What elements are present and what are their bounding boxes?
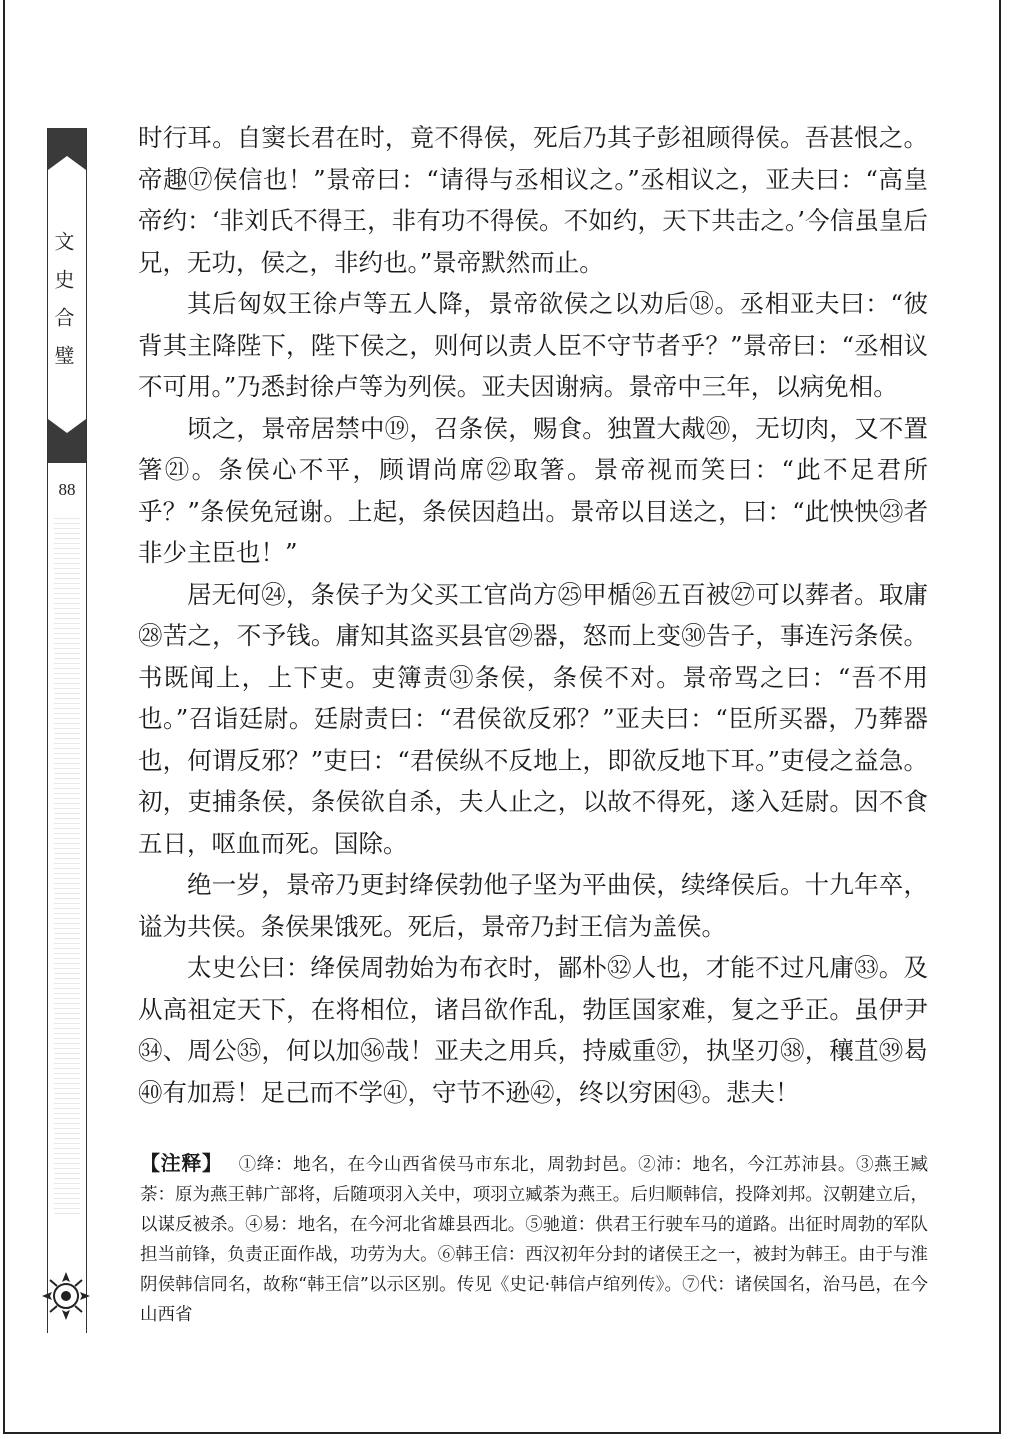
sidebar-middle-band (48, 433, 86, 463)
ornament-icon (38, 1268, 94, 1324)
paragraph-4: 居无何㉔，条侯子为父买工官尚方㉕甲楯㉖五百被㉗可以葬者。取庸㉘苦之，不予钱。庸知其盗买县官㉙器，怒而上变㉚告子，事连污条侯。书既闻上，上下吏。吏簿责㉛条侯，条侯不对。景帝骂之曰：“吾不用也。”召诣廷尉。廷尉责曰：“君侯欲反邪？”亚夫曰：“臣所买器，乃葬器也，何谓反邪？”吏曰：“君侯纵不反地上，即欲反地下耳。”吏侵之益急。初，吏捕条侯，条侯欲自杀，夫人止之，以故不得死，遂入廷尉。因不食五日，呕血而死。国除。 (138, 579, 928, 858)
notes-title: 【注释】 (140, 1151, 223, 1175)
paragraph-2: 其后匈奴王徐卢等五人降，景帝欲侯之以劝后⑱。丞相亚夫曰：“彼背其主降陛下，陛下侯之，则何以责人臣不守节者乎？”景帝曰：“丞相议不可用。”乃悉封徐卢等为列侯。亚夫因谢病。景帝中三年，以病免相。 (138, 289, 928, 401)
paragraph-1: 时行耳。自窦长君在时，竟不得侯，死后乃其子彭祖顾得侯。吾甚恨之。帝趣⑰侯信也！”景帝曰：“请得与丞相议之。”丞相议之，亚夫曰：“高皇帝约：‘非刘氏不得王，非有功不得侯。不如约，天下共击之。’今信虽皇后兄，无功，侯之，非约也。”景帝默然而止。 (138, 123, 928, 277)
sidebar (47, 128, 87, 1333)
notes-section (140, 1148, 928, 1330)
main-text (138, 117, 928, 1113)
paragraph-3: 顷之，景帝居禁中⑲，召条侯，赐食。独置大胾⑳，无切肉，又不置箸㉑。条侯心不平，顾谓尚席㉒取箸。景帝视而笑曰：“此不足君所乎？”条侯免冠谢。上起，条侯因趋出。景帝以目送之，曰：“此怏怏㉓者非少主臣也！” (138, 413, 928, 567)
sidebar-texture (54, 518, 80, 1218)
sidebar-top-band (48, 128, 86, 156)
paragraph-6: 太史公曰：绛侯周勃始为布衣时，鄙朴㉜人也，才能不过凡庸㉝。及从高祖定天下，在将相位，诸吕欲作乱，勃匡国家难，复之乎正。虽伊尹㉞、周公㉟，何以加㊱哉！亚夫之用兵，持威重㊲，执坚刃㊳，穰苴㊴曷㊵有加焉！足己而不学㊶，守节不逊㊷，终以穷困㊸。悲夫！ (138, 953, 928, 1107)
paragraph-5: 绝一岁，景帝乃更封绛侯勃他子坚为平曲侯，续绛侯后。十九年卒，谥为共侯。条侯果饿死。死后，景帝乃封王信为盖侯。 (138, 870, 928, 941)
series-title: 文史合璧 (51, 231, 75, 383)
notes-text: ①绛：地名，在今山西省侯马市东北，周勃封邑。②沛：地名，今江苏沛县。③燕王臧荼：原为燕王韩广部将，后随项羽入关中，项羽立臧荼为燕王。后归顺韩信，投降刘邦。汉朝建立后，以谋反被杀。④易：地名，在今河北省雄县西北。⑤驰道：供君王行驶车马的道路。出征时周勃的军队担当前锋，负责正面作战，功劳为大。⑥韩王信：西汉初年分封的诸侯王之一，被封为韩王。由于与淮阴侯韩信同名，故称“韩王信”以示区别。传见《史记·韩信卢绾列传》。⑦代：诸侯国名，治马邑，在今山西省 (140, 1155, 929, 1325)
page-number: 88 (58, 480, 76, 499)
